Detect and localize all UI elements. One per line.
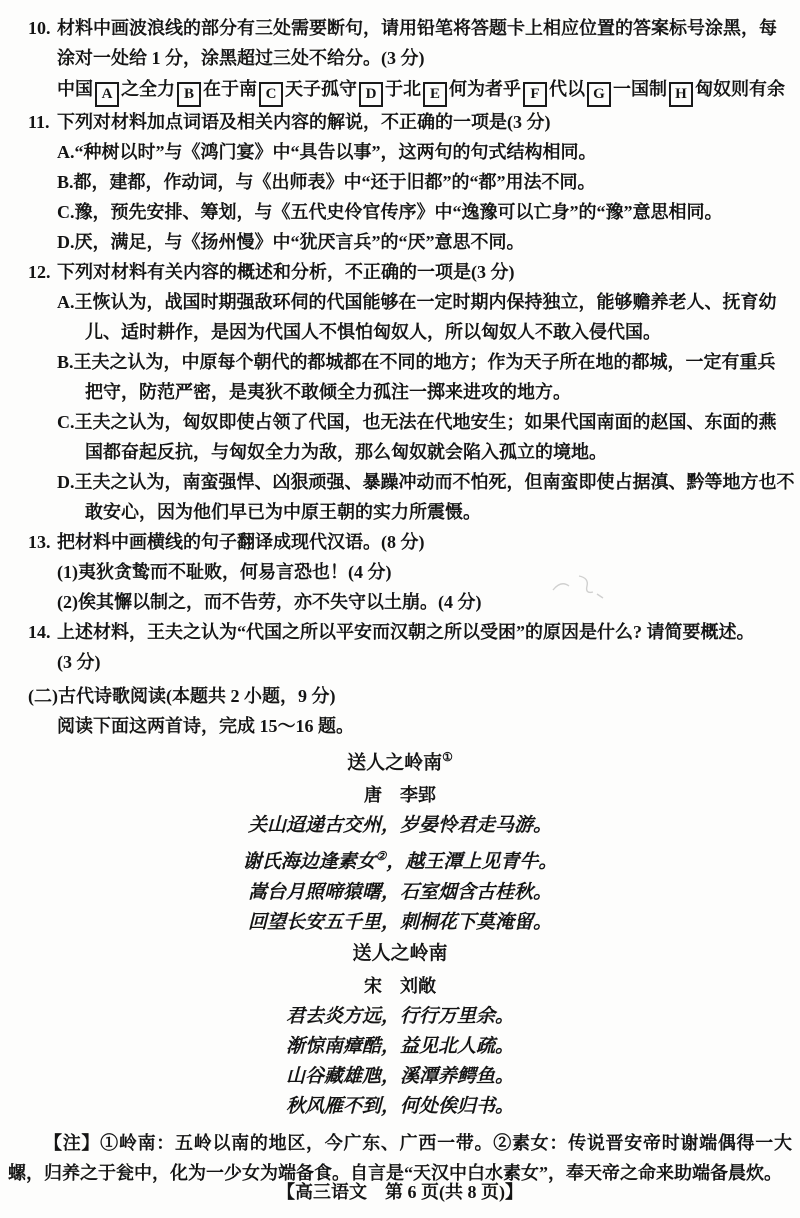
question-12-option-c-line-2: 国都奋起反抗，与匈奴全力为敌，那么匈奴就会陷入孤立的境地。: [85, 442, 607, 462]
question-11-option-c: C.豫，预先安排、筹划，与《五代史伶官传序》中“逸豫可以亡身”的“豫”意思相同。: [57, 202, 723, 222]
poem-2-title: 送人之岭南: [352, 942, 448, 964]
question-11-option-d: D.厌，满足，与《扬州慢》中“犹厌言兵”的“厌”意思不同。: [57, 232, 525, 252]
poem-1: [0, 741, 800, 938]
poem-2-line-3: 山谷藏雄虺，溪潭养鳄鱼。: [285, 1065, 514, 1087]
question-13-number: 13.: [28, 532, 51, 552]
answer-box-d: D: [359, 82, 383, 107]
question-14-line-2: (3 分): [57, 652, 101, 672]
question-10: [0, 13, 800, 107]
poem-2-line-1: 君去炎方远，行行万里余。: [285, 1005, 514, 1027]
section-2-intro: 阅读下面这两首诗，完成 15～16 题。: [57, 716, 354, 736]
answer-box-b: B: [177, 82, 201, 107]
question-12-option-c-line-1: C.王夫之认为，匈奴即使占领了代国，也无法在代地安生；如果代国南面的赵国、东面的燕: [57, 412, 777, 432]
seg-text-9: 匈奴则有余: [695, 79, 785, 99]
question-13-sub-2: (2)俟其懈以制之，而不告劳，亦不失守以土崩。(4 分): [57, 592, 482, 612]
seg-text-2: 之全力: [121, 79, 175, 99]
question-13-sub-1: (1)夷狄贪鸷而不耻败，何易言恐也！(4 分): [57, 562, 392, 582]
question-11-option-b: B.都，建都，作动词，与《出师表》中“还于旧都”的“都”用法不同。: [57, 172, 596, 192]
question-11: [0, 107, 800, 257]
answer-box-e: E: [423, 82, 447, 107]
question-13-stem-line: [28, 527, 800, 557]
seg-text-6: 何为者乎: [449, 79, 521, 99]
question-12: [0, 257, 800, 527]
answer-box-g: G: [587, 82, 611, 107]
sentence-segmentation-line: [57, 74, 800, 107]
question-12-option-d-line-2: 敢安心，因为他们早已为中原王朝的实力所震慑。: [85, 502, 481, 522]
question-13: [0, 527, 800, 617]
seg-text-5: 于北: [385, 79, 421, 99]
question-12-option-d-line-1: D.王夫之认为，南蛮强悍、凶狠顽强、暴躁冲动而不怕死，但南蛮即使占据滇、黔等地方也不: [57, 472, 795, 492]
seg-text-1: 中国: [57, 79, 93, 99]
question-12-number: 12.: [28, 262, 51, 282]
question-12-stem-line: [28, 257, 800, 287]
question-14-number: 14.: [28, 622, 51, 642]
poem-2-line-4: 秋风雁不到，何处俟归书。: [285, 1095, 514, 1117]
poem-1-line-2-text: 谢氏海边逢素女: [242, 851, 376, 873]
question-10-number: 10.: [28, 18, 51, 38]
answer-box-f: F: [523, 82, 547, 107]
question-12-stem: 下列对材料有关内容的概述和分析，不正确的一项是(3 分): [57, 262, 515, 282]
question-12-option-a-line-1: A.王恢认为，战国时期强敌环伺的代国能够在一定时期内保持独立，能够赡养老人、抚育幼: [57, 292, 777, 312]
question-10-line-2: 涂对一处给 1 分，涂黑超过三处不给分。(3 分): [57, 48, 425, 68]
answer-box-c: C: [259, 82, 283, 107]
seg-text-4: 天子孤守: [285, 79, 357, 99]
question-14: [0, 617, 800, 677]
poem-footnote: 【注】①岭南：五岭以南的地区，今广东、广西一带。②素女：传说晋安帝时谢端偶得一大螺，归养之于瓮中，化为一少女为端备食。自言是“天汉中白水素女”，奉天帝之命来助端备晨炊。: [8, 1132, 792, 1183]
seg-text-8: 一国制: [613, 79, 667, 99]
scan-smudge-artifact: [545, 568, 615, 608]
poem-1-line-2: [0, 841, 800, 877]
question-11-stem-line: [28, 107, 800, 137]
question-14-text: 上述材料，王夫之认为“代国之所以平安而汉朝之所以受困”的原因是什么? 请简要概述。: [57, 622, 755, 642]
poem-2: [0, 938, 800, 1122]
seg-text-3: 在于南: [203, 79, 257, 99]
poem-1-line-3: 嵩台月照啼猿曙，石室烟含古桂秋。: [247, 881, 552, 903]
poem-1-author: 唐 李郢: [364, 785, 436, 806]
footnote-marker-2: ②: [375, 849, 387, 864]
question-11-stem: 下列对材料加点词语及相关内容的解说，不正确的一项是(3 分): [57, 112, 551, 132]
poem-1-line-2-text-rest: ，越王潭上见青牛。: [386, 851, 558, 873]
question-12-option-a-line-2: 儿、适时耕作，是因为代国人不惧怕匈奴人，所以匈奴人不敢入侵代国。: [85, 322, 661, 342]
question-13-stem: 把材料中画横线的句子翻译成现代汉语。(8 分): [57, 532, 425, 552]
footnote-marker-1: ①: [442, 750, 453, 764]
section-2-heading: (二)古代诗歌阅读(本题共 2 小题，9 分): [28, 686, 336, 706]
poem-2-author: 宋 刘敞: [364, 975, 436, 996]
answer-box-h: H: [669, 82, 693, 107]
poem-2-line-2: 渐惊南瘴酷，益见北人疏。: [285, 1035, 514, 1057]
question-11-option-a: A.“种树以时”与《鸿门宴》中“具告以事”，这两句的句式结构相同。: [57, 142, 597, 162]
section-2-poetry: [0, 681, 800, 741]
page-footer: 【高三语文 第 6 页(共 8 页)】: [277, 1182, 523, 1202]
question-12-option-b-line-2: 把守，防范严密，是夷狄不敢倾全力孤注一掷来进攻的地方。: [85, 382, 571, 402]
seg-text-7: 代以: [549, 79, 585, 99]
question-11-number: 11.: [28, 112, 50, 132]
poem-1-title-line: [0, 741, 800, 779]
question-12-option-b-line-1: B.王夫之认为，中原每个朝代的都城都在不同的地方；作为天子所在地的都城，一定有重兵: [57, 352, 776, 372]
poem-1-line-4: 回望长安五千里，刺桐花下莫淹留。: [247, 911, 552, 933]
question-14-line-1: [28, 617, 800, 647]
question-10-text: 材料中画波浪线的部分有三处需要断句，请用铅笔将答题卡上相应位置的答案标号涂黑，每: [57, 18, 777, 38]
poem-1-line-1: 关山迢递古交州，岁晏怜君走马游。: [247, 815, 552, 837]
poem-1-title: 送人之岭南: [347, 752, 443, 774]
question-10-line-1: [28, 13, 800, 43]
answer-box-a: A: [95, 82, 119, 107]
